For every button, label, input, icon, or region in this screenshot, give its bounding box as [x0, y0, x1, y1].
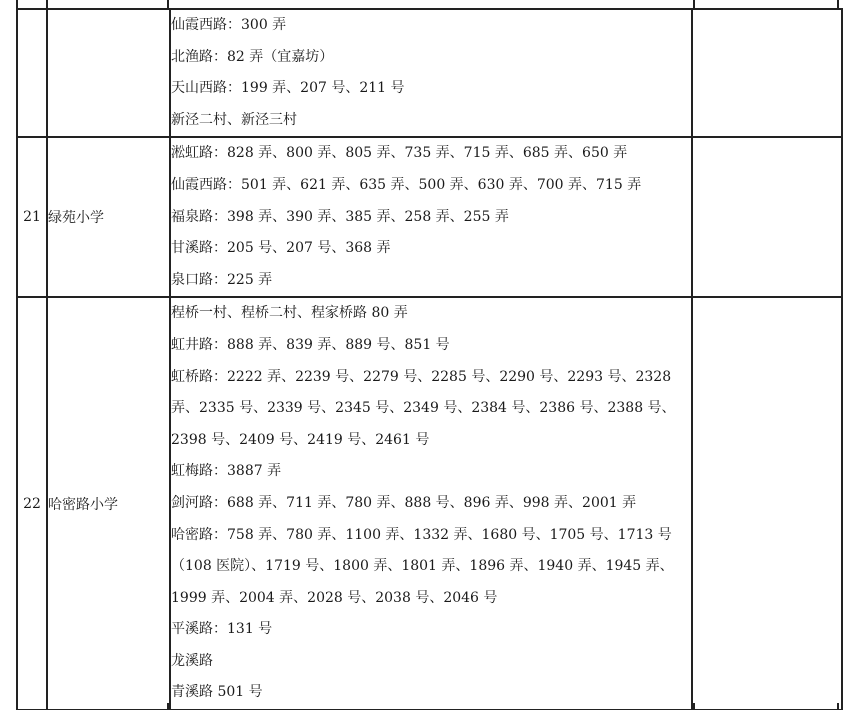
school-name: 绿苑小学	[47, 137, 170, 297]
address-line: 虹梅路：3887 弄	[171, 463, 282, 480]
address-line: 程桥一村、程桥二村、程家桥路 80 弄	[171, 305, 408, 322]
address-list	[170, 137, 692, 297]
address-line: 剑河路：688 弄、711 弄、780 弄、888 号、896 弄、998 弄、2001 弄	[171, 494, 637, 511]
address-line: 新泾二村、新泾三村	[171, 111, 297, 128]
note-cell	[692, 137, 842, 297]
address-line: 龙溪路	[171, 652, 213, 669]
address-line: 虹井路：888 弄、839 弄、889 号、851 号	[171, 336, 450, 353]
address-line: 弄、2335 号、2339 号、2345 号、2349 号、2384 号、2386 号、2388 号、	[171, 400, 676, 417]
address-line: 福泉路：398 弄、390 弄、385 弄、258 弄、255 弄	[171, 208, 509, 225]
address-list	[170, 297, 692, 710]
table-row	[17, 297, 842, 710]
table-divider	[167, 0, 169, 8]
next-row-stub	[16, 703, 839, 710]
address-list	[170, 9, 692, 137]
address-line: 平溪路：131 号	[171, 621, 273, 638]
table-divider	[46, 0, 48, 8]
note-cell	[692, 297, 842, 710]
address-line: 北渔路：82 弄（宜嘉坊）	[171, 48, 334, 65]
address-line: 1999 弄、2004 弄、2028 号、2038 号、2046 号	[171, 589, 498, 606]
address-line: 虹桥路：2222 弄、2239 号、2279 号、2285 号、2290 号、2293 号、2328	[171, 368, 672, 385]
table-row	[17, 9, 842, 137]
table-divider	[693, 703, 695, 710]
note-cell	[692, 9, 842, 137]
table-divider	[46, 703, 48, 710]
address-line: 青溪路 501 号	[171, 684, 263, 701]
previous-row-stub	[16, 0, 839, 8]
school-name: 哈密路小学	[47, 297, 170, 710]
row-number	[17, 9, 47, 137]
table-body	[17, 9, 842, 710]
address-line: （108 医院）、1719 号、1800 弄、1801 弄、1896 弄、1940 弄、1945 弄、	[171, 558, 674, 575]
address-line: 仙霞西路：501 弄、621 弄、635 弄、500 弄、630 弄、700 弄、715 弄	[171, 176, 642, 193]
school-name	[47, 9, 170, 137]
table-row	[17, 137, 842, 297]
row-number: 22	[17, 297, 47, 710]
address-line: 甘溪路：205 号、207 号、368 弄	[171, 240, 391, 257]
table-divider	[693, 0, 695, 8]
address-line: 仙霞西路：300 弄	[171, 17, 287, 33]
school-district-table	[16, 8, 843, 710]
address-line: 哈密路：758 弄、780 弄、1100 弄、1332 弄、1680 号、1705 号、1713 号	[171, 526, 672, 543]
address-line: 泉口路：225 弄	[171, 271, 273, 288]
address-line: 2398 号、2409 号、2419 号、2461 号	[171, 431, 430, 448]
row-number: 21	[17, 137, 47, 297]
table-divider	[167, 703, 169, 710]
address-line: 淞虹路：828 弄、800 弄、805 弄、735 弄、715 弄、685 弄、650 弄	[171, 145, 628, 162]
address-line: 天山西路：199 弄、207 号、211 号	[171, 80, 405, 97]
